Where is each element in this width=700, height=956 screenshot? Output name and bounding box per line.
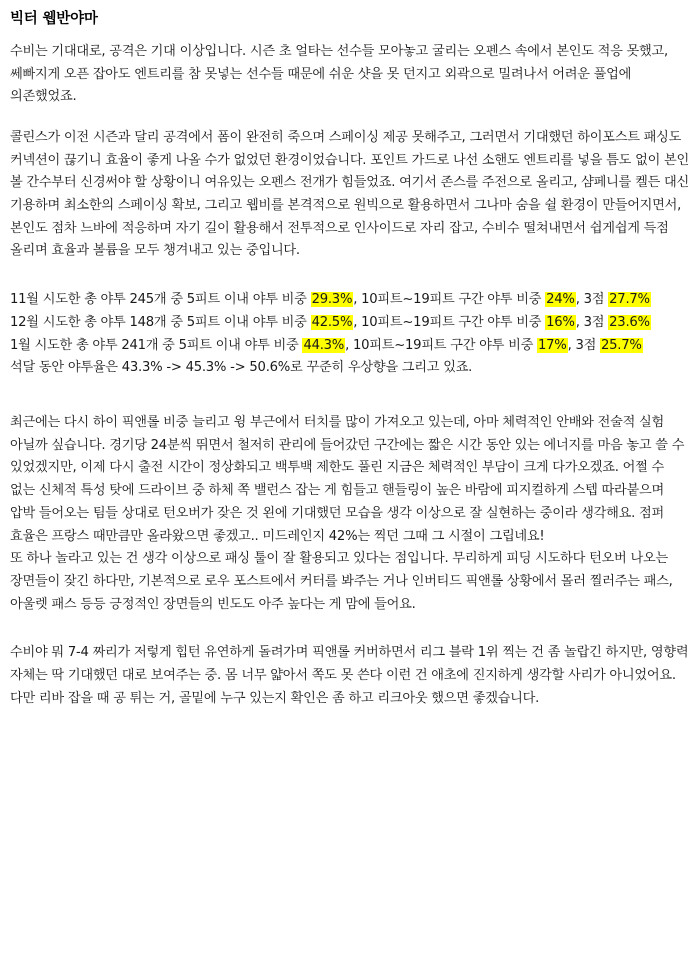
stat-summary-line: 석달 동안 야투율은 43.3% -> 45.3% -> 50.6%로 꾸준히 우상향을 그리고 있죠.	[10, 360, 473, 376]
stat-december-three-label: , 3점	[575, 314, 609, 330]
paragraph-offense-context: 콜린스가 이전 시즌과 달리 공격에서 폼이 완전히 죽으며 스페이싱 제공 못해주고, 그러면서 기대했던 하이포스트 패싱도 커넥션이 끊기니 효율이 좋게 나올 수가 없었던 환경이었습니다. 포인트 가드로 나선 소핸도 엔트리를 넣을 틈도 없이 본인 볼 간수부터 신경써야 할 상황이니 여유있는 오펜스 전개가 힘들었죠. 여기서 존스를 주전으로 올리고, 샴페니를 켈든 대신 기용하며 최소한의 스페이싱 확보, 그리고 웹비를 본격적으로 원빅으로 활용하면서 그나마 숨을 쉴 환경이 만들어지면서, 본인도 점차 느바에 적응하며 자기 길이 활용해서 전투적으로 인사이드로 자리 잡고, 수비수 떨쳐내면서 쉽게쉽게 득점 올리며 효율과 볼륨을 모두 챙겨내고 있는 중입니다.	[10, 129, 689, 259]
page-title: 빅터 웹반야마	[10, 11, 98, 27]
stat-november-rim-pct: 29.3%	[311, 292, 353, 308]
stat-november-three-label: , 3점	[575, 292, 609, 308]
paragraph-passing: 또 하나 놀라고 있는 건 생각 이상으로 패싱 툴이 잘 활용되고 있다는 점입니다. 무리하게 피딩 시도하다 턴오버 나오는 장면들이 잦긴 하다만, 기본적으로 로우 포스트에서 커터를 봐주는 거나 인버티드 픽앤롤 상황에서 몰러 찔러주는 패스, 아울렛 패스 등등 긍정적인 장면들의 빈도도 아주 높다는 게 맘에 들어요.	[10, 551, 673, 612]
stat-line-november	[10, 289, 690, 312]
stat-line-january	[10, 335, 690, 358]
shot-distribution-stats	[10, 289, 690, 380]
stat-january-rim-pct: 44.3%	[303, 337, 345, 353]
stat-december-midrange-pct: 16%	[546, 314, 575, 330]
stat-december-prefix: 12월 시도한 총 야투 148개 중 5피트 이내 야투 비중	[10, 314, 311, 330]
stat-november-mid-label: , 10피트~19피트 구간 야투 비중	[353, 292, 546, 308]
paragraph-intro: 수비는 기대대로, 공격은 기대 이상입니다. 시즌 초 얼타는 선수들 모아놓고 굴리는 오펜스 속에서 본인도 적응 못했고, 쎄빠지게 오픈 잡아도 엔트리를 참 못넣는 선수들 때문에 쉬운 샷을 못 던지고 외곽으로 밀려나서 어려운 풀업에 의존했었죠.	[10, 43, 668, 105]
stat-december-three-pct: 23.6%	[609, 314, 650, 330]
stat-december-rim-pct: 42.5%	[311, 314, 353, 330]
stat-november-midrange-pct: 24%	[546, 292, 575, 308]
stat-november-prefix: 11월 시도한 총 야투 245개 중 5피트 이내 야투 비중	[10, 292, 311, 308]
stat-january-mid-label: , 10피트~19피트 구간 야투 비중	[345, 337, 537, 353]
stat-january-midrange-pct: 17%	[538, 337, 567, 353]
stat-line-december	[10, 312, 690, 335]
stat-january-prefix: 1월 시도한 총 야투 241개 중 5피트 이내 야투 비중	[10, 337, 303, 353]
stat-january-three-pct: 25.7%	[601, 337, 642, 353]
paragraph-defense: 수비야 뭐 7-4 짜리가 저렇게 힙턴 유연하게 돌려가며 픽앤롤 커버하면서 리그 블락 1위 찍는 건 좀 놀랍긴 하지만, 영향력 자체는 딱 기대했던 대로 보여주는 중. 몸 너무 얇아서 쪽도 못 쓴다 이런 건 애초에 진지하게 생각할 사리가 아니었어요. 다만 리바 잡을 때 공 튀는 거, 골밑에 누구 있는지 확인은 좀 하고 리크아웃 했으면 좋겠습니다.	[10, 645, 689, 706]
section-spacer-3	[10, 634, 690, 642]
stat-december-mid-label: , 10피트~19피트 구간 야투 비중	[353, 314, 546, 330]
paragraph-recent-usage: 최근에는 다시 하이 픽앤롤 비중 늘리고 윙 부근에서 터치를 많이 가져오고 있는데, 아마 체력적인 안배와 전술적 실험 아닐까 싶습니다. 경기당 24분씩 뛰면서 철저히 관리에 들어갔던 구간에는 짧은 시간 동안 있는 에너지를 마음 놓고 쓸 수 있었겠지만, 이제 다시 출전 시간이 정상화되고 백투백 제한도 풀린 지금은 체력적인 부담이 크게 다가오겠죠. 어쩔 수 없는 신체적 특성 탓에 드라이브 중 하체 쪽 밸런스 잡는 게 힘들고 핸들링이 높은 바람에 피지컬하게 스텝 따라붙으며 압박 들어오는 팀들 상대로 턴오버가 잦은 것 왼에 기대했던 모습을 생각 이상으로 잘 실현하는 중이라 생각해요. 점퍼 효율은 프랑스 때만큼만 올라왔으면 좋겠고.. 미드레인지 42%는 찍던 그때 그 시절이 그립네요!	[10, 414, 685, 544]
section-spacer-2	[10, 398, 690, 412]
section-spacer	[10, 281, 690, 289]
stat-november-three-pct: 27.7%	[609, 292, 650, 308]
stat-january-three-label: , 3점	[567, 337, 601, 353]
